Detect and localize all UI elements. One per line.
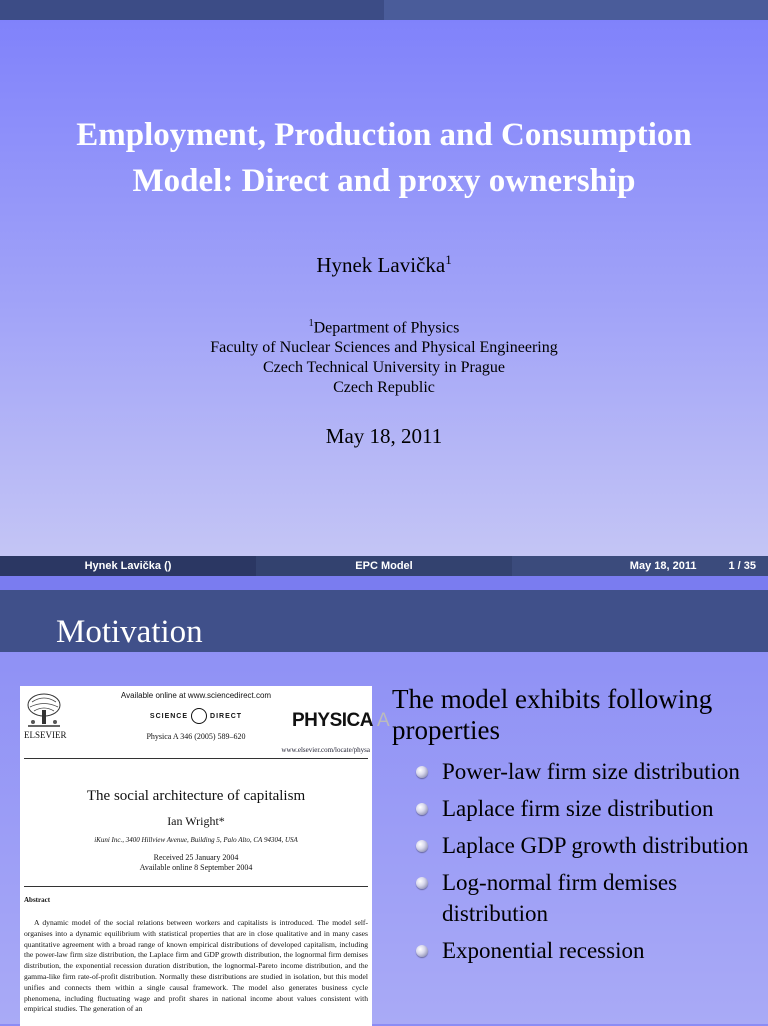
- list-item: [414, 867, 764, 929]
- paper-availability: Available online at www.sciencedirect.com: [120, 691, 272, 700]
- affiliation-superscript: 1: [308, 318, 314, 329]
- bullet-ball-icon: [416, 945, 428, 957]
- sciencedirect-right: DIRECT: [210, 712, 243, 720]
- frame-title: Motivation: [56, 614, 203, 650]
- footer-page-number: 1 / 35: [728, 560, 756, 572]
- list-item-text: Log-normal firm demises distribution: [442, 870, 678, 926]
- paper-title: The social architecture of capitalism: [86, 788, 306, 804]
- affiliation-line-2: Faculty of Nuclear Sciences and Physical Engineering: [210, 339, 558, 357]
- presentation-date: May 18, 2011: [325, 424, 443, 448]
- footer-right: [512, 556, 768, 576]
- author-name: [0, 252, 768, 278]
- top-navigation-bar: [0, 0, 768, 20]
- top-bar-left: [0, 0, 384, 20]
- journal-logo-letter: A: [376, 710, 390, 731]
- slide-footer: [0, 556, 768, 576]
- property-list: [414, 756, 764, 972]
- author-text: Hynek Lavička: [316, 253, 446, 277]
- publisher-name: ELSEVIER: [24, 730, 67, 740]
- affiliation-line-4: Czech Republic: [333, 379, 435, 397]
- list-item-text: Power-law firm size distribution: [442, 759, 740, 784]
- paper-available-online: Available online 8 September 2004: [139, 863, 253, 872]
- affiliation-department: Department of Physics: [313, 319, 460, 337]
- journal-logo: [292, 710, 389, 732]
- bullet-ball-icon: [416, 877, 428, 889]
- footer-author: Hynek Lavička (): [0, 556, 256, 576]
- paper-address: iKuni Inc., 3400 Hillview Avenue, Building 5, Palo Alto, CA 94304, USA: [94, 836, 298, 844]
- list-item: [414, 935, 764, 966]
- slide-separator: [0, 576, 768, 590]
- paper-header-rule: [24, 758, 368, 759]
- paper-screenshot: [20, 686, 390, 1026]
- frame-title-bar: [0, 590, 768, 652]
- affiliation-line-1: [0, 314, 768, 338]
- title-line-1: Employment, Production and Consumption: [76, 117, 692, 153]
- paper-author: Ian Wright*: [167, 814, 225, 828]
- journal-url: www.elsevier.com/locate/physa: [281, 746, 370, 754]
- bullet-ball-icon: [416, 766, 428, 778]
- footer-date: May 18, 2011: [629, 560, 697, 572]
- affiliation: [0, 314, 768, 398]
- bullet-ball-icon: [416, 803, 428, 815]
- journal-reference: Physica A 346 (2005) 589–620: [146, 732, 246, 741]
- paper-abstract-rule: [24, 886, 368, 887]
- presentation-title: [0, 112, 768, 204]
- paper-dates: [20, 853, 372, 873]
- title-line-2: Model: Direct and proxy ownership: [132, 163, 636, 199]
- sciencedirect-at-icon: [191, 708, 207, 724]
- list-item: [414, 793, 764, 824]
- list-item-text: Exponential recession: [442, 938, 645, 963]
- list-item-text: Laplace firm size distribution: [442, 796, 714, 821]
- paper-received: Received 25 January 2004: [153, 853, 239, 862]
- abstract-heading: Abstract: [24, 896, 51, 904]
- bullet-intro: The model exhibits following properties: [392, 684, 713, 745]
- footer-short-title: EPC Model: [256, 556, 512, 576]
- list-item: [414, 756, 764, 787]
- author-superscript: 1: [445, 252, 452, 267]
- bullet-ball-icon: [416, 840, 428, 852]
- list-item: [414, 830, 764, 861]
- sciencedirect-left: SCIENCE: [149, 712, 189, 720]
- list-item-text: Laplace GDP growth distribution: [442, 833, 749, 858]
- abstract-text: A dynamic model of the social relations between workers and capitalists is introduced. The model self-organises into a dynamic equilibrium with statistical properties that are in close qualitative and in many cases quantitative agreement with a broad range of known empirical distributions of developed capitalism, including the power-law firm size distribution, the Laplace firm and GDP growth distribution, the lognormal firm demises distribution, the exponential recession duration distribution, the lognormal-Pareto income distribution, and the gamma-like firm rate-of-profit distribution. Normally these distributions are studied in isolation, but this model unifies and connects them within a single causal framework. The model also generates business cycle phenomena, including fluctuating wage and profit shares in national income about values consistent with empirical studies. The generation of an: [24, 918, 368, 1014]
- top-bar-right: [384, 0, 768, 20]
- motivation-slide: [0, 576, 768, 1024]
- affiliation-line-3: Czech Technical University in Prague: [262, 359, 506, 377]
- journal-logo-text: PHYSICA: [292, 710, 373, 731]
